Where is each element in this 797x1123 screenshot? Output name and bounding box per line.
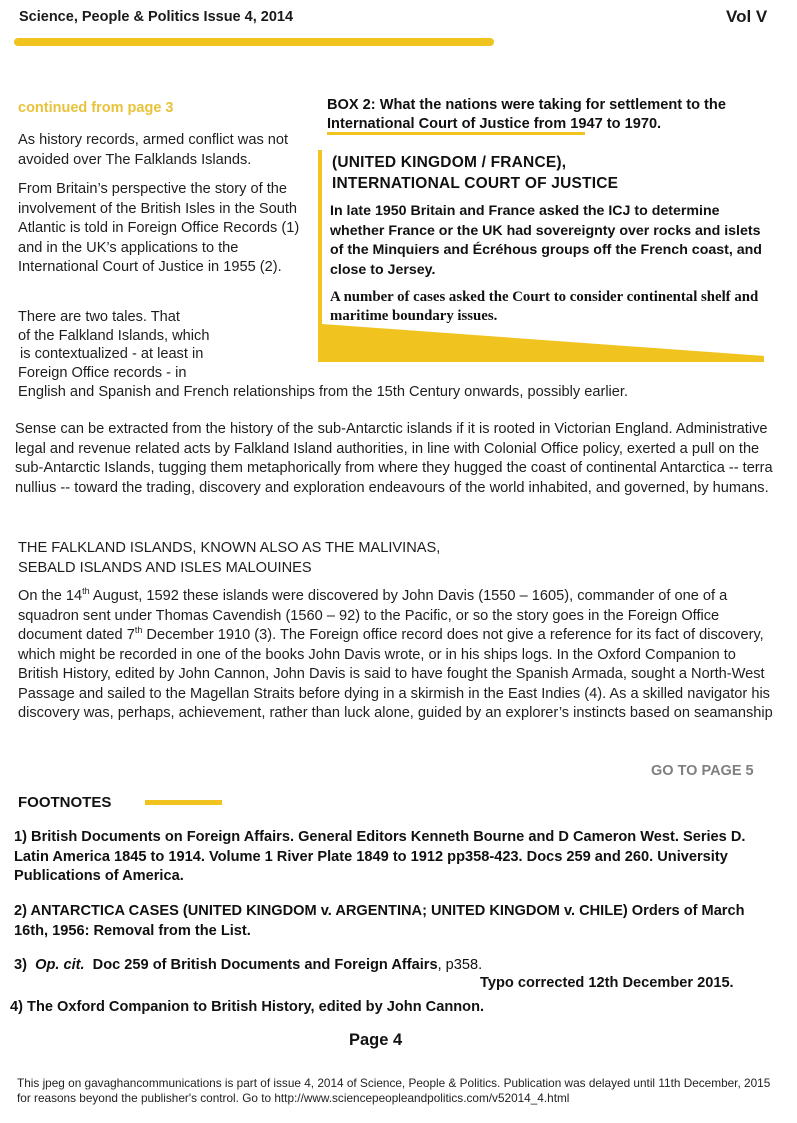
box-accent-wedge (322, 322, 764, 362)
op-cit: Op. cit. (35, 957, 85, 973)
footnote-number: 3) (14, 957, 27, 973)
footnote-page: , p358. (437, 957, 483, 973)
discovery-paragraph (18, 587, 780, 724)
superscript: th (82, 586, 90, 597)
footnotes-title: FOOTNOTES (18, 794, 112, 811)
header-accent-bar (14, 38, 494, 46)
tales-paragraph (18, 308, 209, 382)
footnote-text: Doc 259 of British Documents and Foreign Affairs (92, 957, 438, 973)
tales-line: Foreign Office records - in (18, 364, 187, 381)
continued-note: continued from page 3 (18, 100, 174, 116)
intro-paragraph: As history records, armed conflict was not avoided over The Falklands Islands. (18, 132, 289, 168)
tales-line: is contextualized - at least in (20, 346, 204, 362)
tales-line: There are two tales. That (18, 309, 180, 325)
section-heading-line: SEBALD ISLANDS AND ISLES MALOUINES (18, 559, 312, 576)
page-number: Page 4 (349, 1031, 403, 1049)
typo-note: Typo corrected 12th December 2015. (480, 975, 734, 991)
text-run: On the 14 (18, 588, 83, 604)
section-heading (18, 539, 440, 578)
footer-note: This jpeg on gavaghancommunications is part of issue 4, 2014 of Science, People & Politics. Publication was delayed until 11th December, 2015 for reasons beyond the publisher's control. Go to http://www.sciencepeopleandpolitics.com/v52014_4.html (17, 1076, 771, 1105)
footnote-3 (14, 956, 482, 976)
perspective-paragraph: From Britain’s perspective the story of the involvement of the British Isles in the South Atlantic is told in Foreign Office Records (1) and in the UK’s applications to the International Court of Justice in 1955 (2). (18, 181, 300, 275)
volume-label: Vol V (726, 7, 768, 26)
text-run: August, 1592 these islands were discovered by John Davis (1550 – 1605), commander of one of a squadron sent under Thomas Cavendish (1560 – 92) to the Pacific, or so the story goes in the Foreign Office document dated 7 (18, 588, 728, 643)
superscript: th (134, 625, 143, 636)
go-to-page-link[interactable]: GO TO PAGE 5 (651, 763, 754, 779)
tales-continuation: English and Spanish and French relationships from the 15th Century onwards, possibly earlier. (18, 384, 629, 400)
footnote-2: 2) ANTARCTICA CASES (UNITED KINGDOM v. ARGENTINA; UNITED KINGDOM v. CHILE) Orders of March 16th, 1956: Removal from the List. (14, 903, 745, 939)
tales-line: of the Falkland Islands, which (18, 327, 210, 344)
box-title-underline (327, 132, 585, 135)
footnote-1: 1) British Documents on Foreign Affairs. General Editors Kenneth Bourne and D Cameron West. Series D. Latin America 1845 to 1914. Volume 1 River Plate 1849 to 1912 pp358-423. Docs 259 and 260. University Publications of America. (14, 829, 746, 884)
sense-paragraph: Sense can be extracted from the history of the sub-Antarctic islands if it is rooted in Victorian England. Administrative legal and revenue related acts by Falkland Island authorities, in line with Colonial Office policy, exerted a pull on the sub-Antarctic Islands, tugging them metaphorically from where they hugged the coast of continental Antarctica -- terra nullius -- toward the trading, discovery and exploration endeavours of the world inhabited, and governed, by humans. (15, 421, 773, 496)
box-title: BOX 2: What the nations were taking for settlement to the International Court of Justice from 1947 to 1970. (327, 97, 726, 132)
footnotes-accent-bar (145, 800, 222, 805)
issue-title: Science, People & Politics Issue 4, 2014 (19, 9, 294, 25)
box-heading-line: INTERNATIONAL COURT OF JUSTICE (332, 175, 619, 192)
text-run: December 1910 (3). The Foreign office record does not give a reference for its fact of discovery, which might be recorded in one of the books John Davis wrote, or in his ships logs. In the Oxford Companion to British History, edited by John Cannon, John Davis is said to have fought the Spanish Armada, sought a North-West Passage and sailed to the Magellan Straits before dying in a skirmish in the East Indies (4). As a skilled navigator his discovery was, perhaps, achievement, rather than luck alone, guided by an explorer’s instincts based on seamanship (18, 627, 773, 721)
footnote-4: 4) The Oxford Companion to British History, edited by John Cannon. (10, 999, 485, 1015)
box-paragraph: A number of cases asked the Court to consider continental shelf and maritime boundary issues. (330, 289, 759, 324)
box-paragraph: In late 1950 Britain and France asked the ICJ to determine whether France or the UK had sovereignty over rocks and islets of the Minquiers and Écréhous groups off the French coast, and close to Jersey. (330, 203, 762, 278)
box-heading-line: (UNITED KINGDOM / FRANCE), (332, 154, 567, 171)
box-heading (332, 152, 618, 194)
section-heading-line: THE FALKLAND ISLANDS, KNOWN ALSO AS THE MALIVINAS, (18, 540, 441, 556)
